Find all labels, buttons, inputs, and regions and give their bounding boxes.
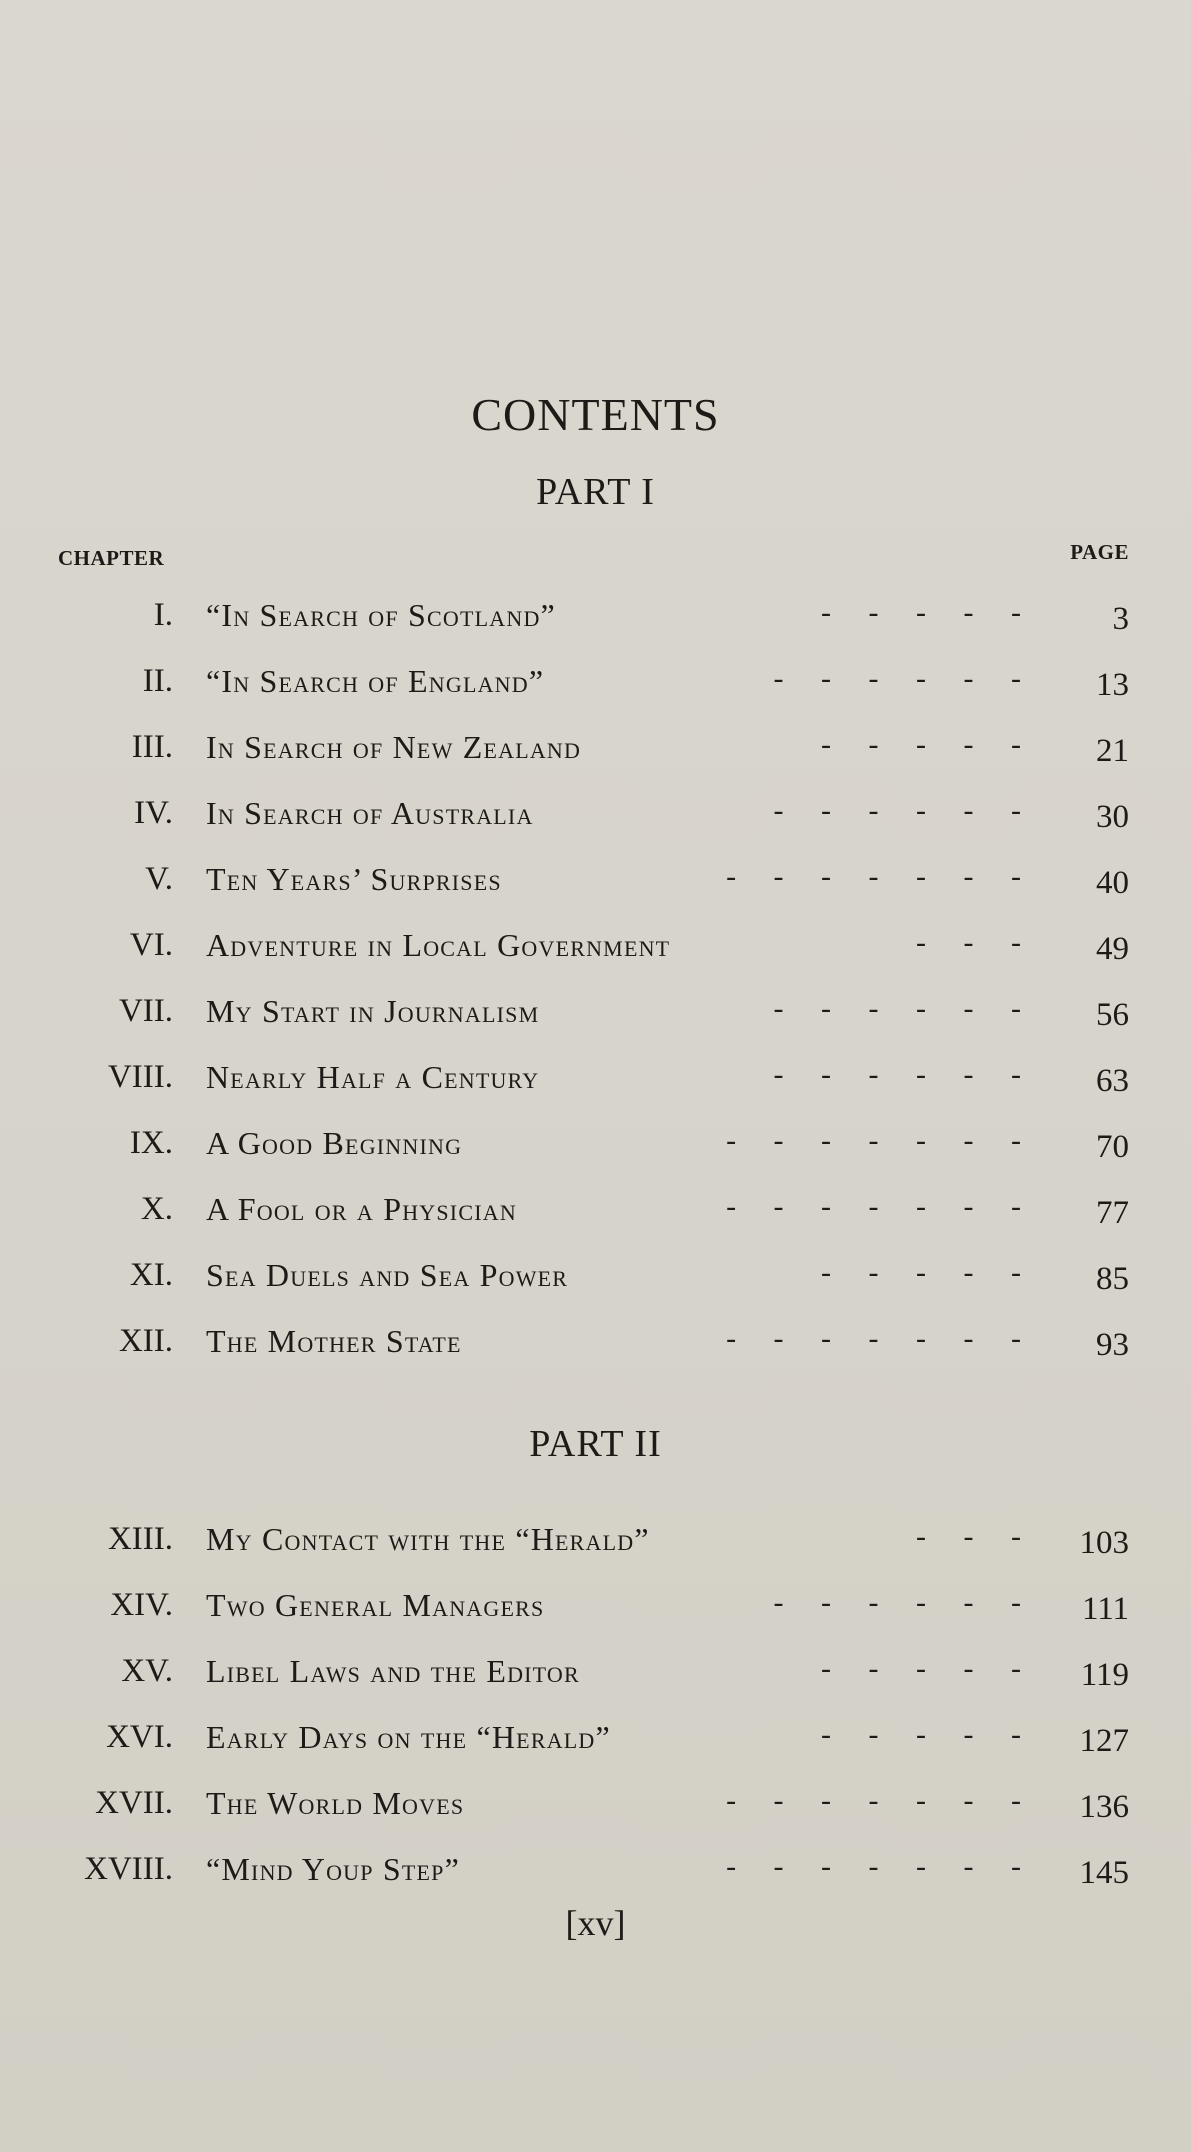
chapter-number: VII. — [118, 993, 173, 1029]
chapter-title: My Contact with the “Herald” — [206, 1521, 650, 1557]
page-title: CONTENTS — [471, 389, 720, 440]
toc-entry — [0, 1830, 1191, 1896]
chapter-title: A Fool or a Physician — [206, 1191, 517, 1227]
dot-leader: - - - - - - - — [726, 1190, 1021, 1223]
chapter-page: 77 — [1096, 1195, 1129, 1231]
chapter-page: 111 — [1081, 1591, 1129, 1627]
chapter-number: IX. — [129, 1125, 173, 1161]
chapter-title: Ten Years’ Surprises — [206, 861, 502, 897]
dot-leader: - - - - - - - — [726, 860, 1021, 893]
toc-entry — [0, 576, 1191, 642]
chapter-number: VI. — [129, 927, 173, 963]
chapter-page: 136 — [1079, 1789, 1129, 1825]
chapter-number: XIII. — [107, 1521, 173, 1557]
chapter-title: “Mind Youp Step” — [206, 1851, 461, 1887]
chapter-number: II. — [142, 663, 173, 699]
dot-leader: - - - - - - — [773, 662, 1021, 695]
dot-leader: - - - — [916, 1520, 1021, 1553]
chapter-title: In Search of Australia — [206, 795, 534, 831]
part-heading-2: PART II — [529, 1423, 662, 1465]
chapter-page: 56 — [1096, 997, 1129, 1033]
dot-leader: - - - - - - — [773, 794, 1021, 827]
chapter-page: 70 — [1096, 1129, 1129, 1165]
dot-leader: - - - - - - - — [726, 1850, 1021, 1883]
toc-entry — [0, 1302, 1191, 1368]
chapter-title: Adventure in Local Government — [206, 927, 671, 963]
chapter-title: In Search of New Zealand — [206, 729, 582, 765]
chapter-page: 49 — [1096, 931, 1129, 967]
chapter-title: Two General Managers — [206, 1587, 545, 1623]
chapter-page: 85 — [1096, 1261, 1129, 1297]
chapter-number: I. — [153, 597, 173, 633]
toc-entry — [0, 1632, 1191, 1698]
dot-leader: - - - - - — [821, 596, 1021, 629]
toc-entry — [0, 1566, 1191, 1632]
dot-leader: - - - - - — [821, 1718, 1021, 1751]
chapter-title: The World Moves — [206, 1785, 465, 1821]
chapter-title: Libel Laws and the Editor — [206, 1653, 580, 1689]
toc-entry — [0, 1698, 1191, 1764]
chapter-page: 3 — [1112, 601, 1129, 637]
chapter-page: 30 — [1096, 799, 1129, 835]
chapter-page: 93 — [1096, 1327, 1129, 1363]
chapter-title: “In Search of England” — [206, 663, 545, 699]
toc-entry — [0, 840, 1191, 906]
dot-leader: - - - - - - — [773, 1586, 1021, 1619]
chapter-title: My Start in Journalism — [206, 993, 540, 1029]
toc-entry — [0, 1038, 1191, 1104]
chapter-number: XII. — [118, 1323, 173, 1359]
toc-entry — [0, 1236, 1191, 1302]
chapter-page: 63 — [1096, 1063, 1129, 1099]
chapter-number: XI. — [129, 1257, 173, 1293]
dot-leader: - - - - - - — [773, 1058, 1021, 1091]
part-heading-1: PART I — [536, 471, 655, 513]
toc-entry — [0, 972, 1191, 1038]
toc-entry — [0, 774, 1191, 840]
toc-entry — [0, 1104, 1191, 1170]
chapter-title: A Good Beginning — [206, 1125, 463, 1161]
chapter-page: 119 — [1080, 1657, 1129, 1693]
chapter-page: 40 — [1096, 865, 1129, 901]
chapter-page: 13 — [1096, 667, 1129, 703]
page-folio: [xv] — [565, 1903, 626, 1943]
toc-entry — [0, 642, 1191, 708]
dot-leader: - - - - - — [821, 1256, 1021, 1289]
chapter-number: XVIII. — [84, 1851, 173, 1887]
chapter-page: 145 — [1079, 1855, 1129, 1891]
chapter-number: XV. — [121, 1653, 173, 1689]
toc-entry — [0, 708, 1191, 774]
chapter-number: XVI. — [106, 1719, 173, 1755]
toc-entry — [0, 1500, 1191, 1566]
dot-leader: - - - — [916, 926, 1021, 959]
chapter-column-label: CHAPTER — [58, 546, 165, 570]
chapter-title: “In Search of Scotland” — [206, 597, 556, 633]
dot-leader: - - - - - - - — [726, 1322, 1021, 1355]
chapter-number: VIII. — [107, 1059, 173, 1095]
toc-entry — [0, 1170, 1191, 1236]
chapter-number: X. — [140, 1191, 173, 1227]
chapter-title: Sea Duels and Sea Power — [206, 1257, 569, 1293]
dot-leader: - - - - - - - — [726, 1784, 1021, 1817]
chapter-title: Nearly Half a Century — [206, 1059, 540, 1095]
dot-leader: - - - - - - — [773, 992, 1021, 1025]
dot-leader: - - - - - — [821, 728, 1021, 761]
chapter-number: III. — [131, 729, 173, 765]
chapter-page: 21 — [1096, 733, 1129, 769]
chapter-title: The Mother State — [206, 1323, 462, 1359]
toc-entry — [0, 906, 1191, 972]
dot-leader: - - - - - — [821, 1652, 1021, 1685]
dot-leader: - - - - - - - — [726, 1124, 1021, 1157]
toc-entry — [0, 1764, 1191, 1830]
chapter-number: IV. — [134, 795, 173, 831]
chapter-title: Early Days on the “Herald” — [206, 1719, 611, 1755]
page-column-label: PAGE — [1070, 540, 1129, 564]
chapter-number: XIV. — [110, 1587, 173, 1623]
chapter-number: XVII. — [95, 1785, 173, 1821]
chapter-page: 127 — [1079, 1723, 1129, 1759]
chapter-page: 103 — [1079, 1525, 1129, 1561]
chapter-number: V. — [145, 861, 173, 897]
